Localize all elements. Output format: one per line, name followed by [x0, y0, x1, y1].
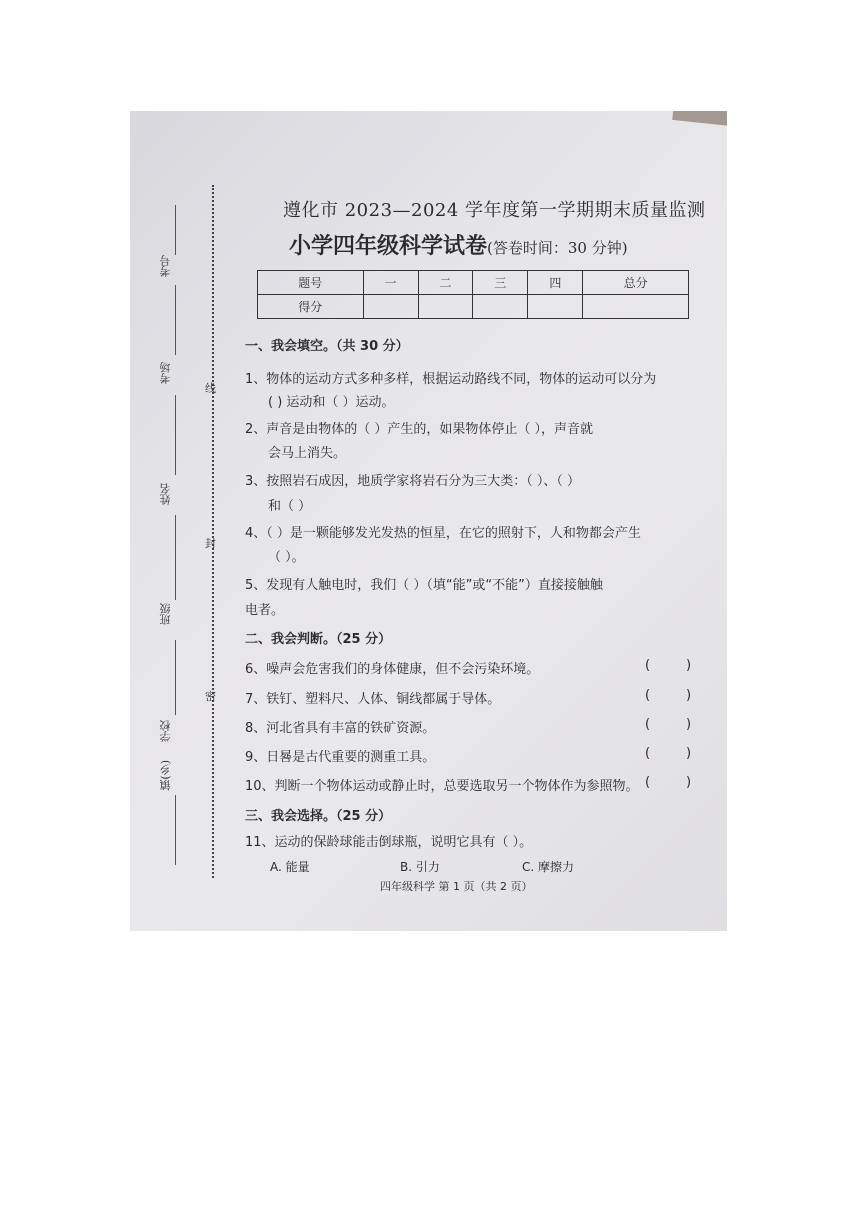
- q8-paren-close: ): [686, 717, 692, 732]
- choice-c[interactable]: C. 摩擦力: [522, 860, 575, 874]
- q1-line1: 1、物体的运动方式多种多样，根据运动路线不同，物体的运动可以分为: [245, 372, 657, 387]
- school-underline: [175, 640, 176, 715]
- q8-paren-open: (: [645, 717, 651, 732]
- q7-text: 7、铁钉、塑料尺、人体、铜线都属于导体。: [245, 692, 501, 707]
- score-cell: 四: [528, 271, 583, 295]
- score-cell: 总分: [583, 271, 689, 295]
- exam-time: (答卷时间：30 分钟): [487, 239, 628, 257]
- q1-line2: ( ) 运动和（ ）运动。: [268, 395, 395, 410]
- score-blank[interactable]: [473, 295, 528, 319]
- score-blank[interactable]: [418, 295, 473, 319]
- score-cell: 三: [473, 271, 528, 295]
- q5-line1: 5、发现有人触电时，我们（ ）（填“能”或“不能”）直接接触触: [245, 578, 603, 593]
- seal-secret-char: 密: [205, 690, 216, 703]
- q2-line2: 会马上消失。: [268, 446, 347, 461]
- class-label: 班级: [159, 603, 172, 625]
- q4-line1: 4、（ ）是一颗能够发光发热的恒星，在它的照射下，人和物都会产生: [245, 526, 641, 541]
- q4-line2: （ ）。: [268, 550, 305, 565]
- q6-text: 6、噪声会危害我们的身体健康，但不会污染环境。: [245, 662, 540, 677]
- seal-line-char: 线: [205, 382, 216, 395]
- exam-room-underline: [175, 285, 176, 355]
- exam-no-label: 考号: [159, 255, 172, 277]
- class-underline: [175, 515, 176, 600]
- q8-text: 8、河北省具有丰富的铁矿资源。: [245, 721, 436, 736]
- page-footer: 四年级科学 第 1 页（共 2 页）: [380, 880, 533, 893]
- school-label: 学校: [159, 720, 172, 742]
- q9-paren-close: ): [686, 746, 692, 761]
- q11-text: 11、运动的保龄球能击倒球瓶，说明它具有（ ）。: [245, 835, 533, 850]
- score-table-score-row: [258, 295, 689, 319]
- section3-heading: 三、我会选择。（25 分）: [245, 809, 392, 824]
- score-table: [257, 270, 689, 319]
- q2-line1: 2、声音是由物体的（ ）产生的，如果物体停止（ ），声音就: [245, 422, 594, 437]
- q7-paren-close: ): [686, 688, 692, 703]
- q9-paren-open: (: [645, 746, 651, 761]
- section2-heading: 二、我会判断。（25 分）: [245, 632, 392, 647]
- score-cell: 一: [363, 271, 418, 295]
- q3-line1: 3、按照岩石成因，地质学家将岩石分为三大类：（ ）、（ ）: [245, 474, 581, 489]
- choice-a[interactable]: A. 能量: [270, 860, 310, 874]
- town-underline: [175, 795, 176, 865]
- q10-paren-open: (: [645, 775, 651, 790]
- name-underline: [175, 395, 176, 475]
- q10-text: 10、判断一个物体运动或静止时，总要选取另一个物体作为参照物。: [245, 779, 639, 794]
- q6-paren-open: (: [645, 658, 651, 673]
- q5-line2: 电者。: [245, 603, 285, 618]
- q9-text: 9、日晷是古代重要的测重工具。: [245, 750, 436, 765]
- exam-no-underline: [175, 205, 176, 255]
- score-blank[interactable]: [583, 295, 689, 319]
- q10-paren-close: ): [686, 775, 692, 790]
- seal-dotted-line: [212, 185, 214, 878]
- score-blank[interactable]: [528, 295, 583, 319]
- paper-corner: [672, 111, 727, 126]
- exam-room-label: 考场: [159, 362, 172, 384]
- score-row-label: 得分: [258, 295, 364, 319]
- choice-b[interactable]: B. 引力: [400, 860, 440, 874]
- exam-title-text: 小学四年级科学试卷: [289, 234, 488, 259]
- name-label: 姓名: [159, 483, 172, 505]
- q3-line2: 和（ ）: [268, 499, 312, 514]
- q6-paren-close: ): [686, 658, 692, 673]
- seal-seal-char: 封: [205, 537, 216, 550]
- score-cell: 题号: [258, 271, 364, 295]
- score-cell: 二: [418, 271, 473, 295]
- exam-title-line1: 遵化市 2023—2024 学年度第一学期期末质量监测: [283, 200, 706, 221]
- section1-heading: 一、我会填空。（共 30 分）: [245, 339, 409, 354]
- exam-title-main: [289, 229, 628, 260]
- q7-paren-open: (: [645, 688, 651, 703]
- score-table-header-row: [258, 271, 689, 295]
- town-label: 镇(乡): [159, 760, 172, 791]
- score-blank[interactable]: [363, 295, 418, 319]
